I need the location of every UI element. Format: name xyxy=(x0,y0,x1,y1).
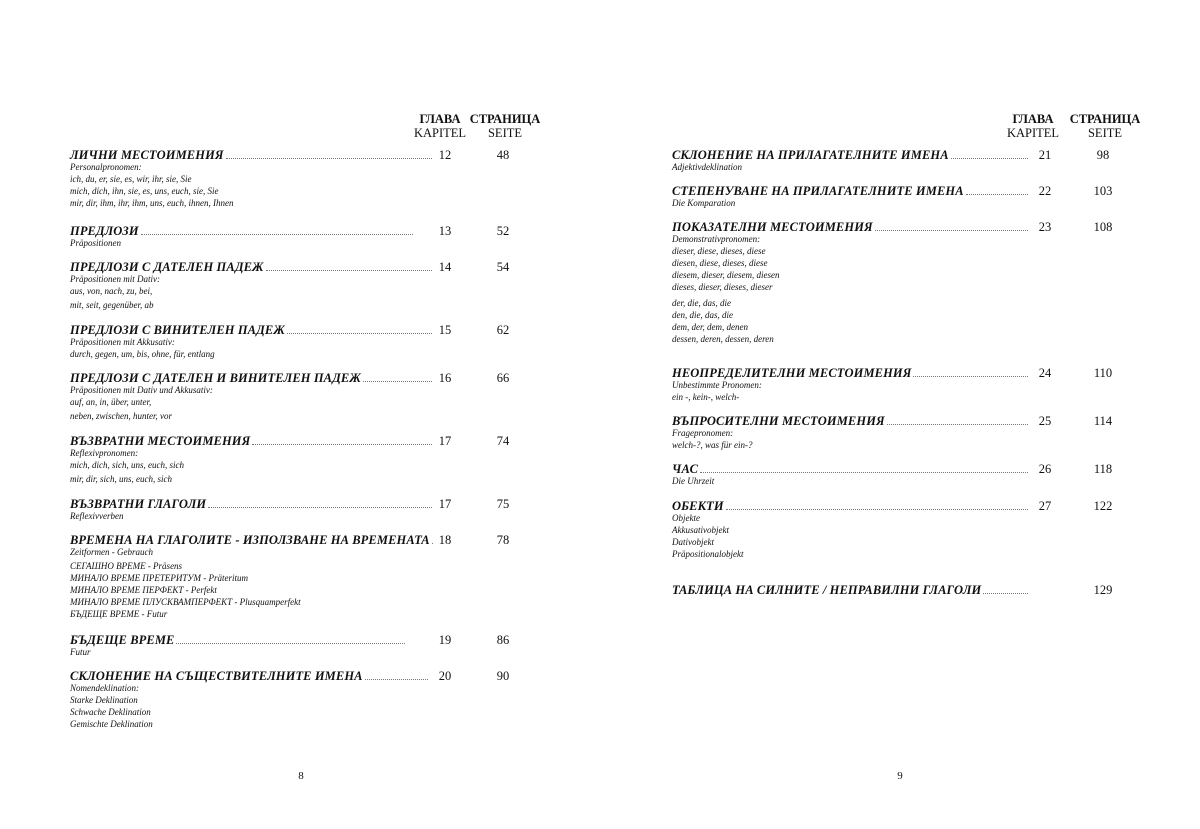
toc-entry-subtitle xyxy=(70,682,153,730)
toc-entry-title-row xyxy=(70,434,432,448)
toc-entry-subtitle-line: Präpositionalobjekt xyxy=(672,549,744,559)
toc-entry-subtitle xyxy=(672,379,762,403)
toc-entry-title: СКЛОНЕНИЕ НА СЪЩЕСТВИТЕЛНИТЕ ИМЕНА xyxy=(70,669,363,683)
toc-entry-page: 114 xyxy=(1093,414,1113,428)
toc-entry-subtitle-line: ich, du, er, sie, es, wir, ihr, sie, Sie xyxy=(70,174,192,184)
toc-entry-page: 62 xyxy=(496,323,510,337)
toc-entry-subtitle-line: Starke Deklination xyxy=(70,695,138,705)
dot-leader xyxy=(887,414,1028,425)
toc-entry-page: 122 xyxy=(1093,499,1113,513)
toc-entry-title-row xyxy=(70,497,432,511)
toc-entry-title-row xyxy=(672,499,1028,513)
toc-entry-chapter: 23 xyxy=(1038,220,1052,234)
toc-entry-subtitle-line: Nomendeklination: xyxy=(70,683,139,693)
toc-entry-title: ТАБЛИЦА НА СИЛНИТЕ / НЕПРАВИЛНИ ГЛАГОЛИ xyxy=(672,583,982,597)
toc-entry-title-row xyxy=(70,669,428,683)
toc-entry-title: ВЪЗВРАТНИ МЕСТОИМЕНИЯ xyxy=(70,434,251,448)
toc-entry-subtitle-line: Präpositionen xyxy=(70,238,121,248)
toc-entry-subtitle-line: mit, seit, gegenüber, ab xyxy=(70,300,154,310)
toc-entry-title-row xyxy=(70,533,432,547)
toc-entry-subtitle-line: Zeitformen - Gebrauch xyxy=(70,547,153,557)
page-column-header xyxy=(460,112,550,140)
toc-entry-subtitle-line: Reflexivverben xyxy=(70,511,124,521)
toc-entry-subtitle xyxy=(672,233,779,345)
toc-entry-chapter: 19 xyxy=(438,633,452,647)
toc-entry-subtitle xyxy=(70,273,160,311)
toc-entry-title-row xyxy=(672,184,1028,198)
toc-entry-chapter: 21 xyxy=(1038,148,1052,162)
toc-entry-subtitle xyxy=(672,427,753,451)
dot-leader xyxy=(700,462,1028,473)
toc-entry-title-row xyxy=(672,414,1028,428)
toc-entry-chapter: 12 xyxy=(438,148,452,162)
toc-entry-title: ВЪЗВРАТНИ ГЛАГОЛИ xyxy=(70,497,207,511)
toc-entry-chapter: 24 xyxy=(1038,366,1052,380)
toc-entry-subtitle-line: dessen, deren, dessen, deren xyxy=(672,334,774,344)
toc-entry-page: 108 xyxy=(1093,220,1113,234)
toc-entry-subtitle-line: Unbestimmte Pronomen: xyxy=(672,380,762,390)
toc-entry-subtitle-line: Präpositionen mit Dativ: xyxy=(70,274,160,284)
toc-entry-subtitle xyxy=(70,646,91,658)
toc-entry-subtitle-line: Dativobjekt xyxy=(672,537,714,547)
page-header-de: SEITE xyxy=(487,126,523,140)
dot-leader xyxy=(875,220,1028,231)
toc-entry-page: 103 xyxy=(1093,184,1113,198)
toc-entry-page: 66 xyxy=(496,371,510,385)
page-number: 9 xyxy=(897,770,903,782)
dot-leader xyxy=(913,366,1028,377)
toc-entry-subtitle-line: Objekte xyxy=(672,513,700,523)
toc-entry-subtitle-line: mir, dir, sich, uns, euch, sich xyxy=(70,474,172,484)
toc-entry-subtitle-line: Fragepronomen: xyxy=(672,428,734,438)
dot-leader xyxy=(266,260,432,271)
toc-entry-title-row xyxy=(672,583,1028,597)
toc-entry-subtitle-line: dem, der, dem, denen xyxy=(672,322,748,332)
toc-entry-page: 78 xyxy=(496,533,510,547)
toc-entry-chapter: 16 xyxy=(438,371,452,385)
toc-entry-title-row xyxy=(70,148,432,162)
toc-entry-subtitle-line: Schwache Deklination xyxy=(70,707,151,717)
toc-entry-subtitle-line: БЪДЕЩЕ ВРЕМЕ - Futur xyxy=(70,609,168,619)
toc-entry-title-row xyxy=(70,633,405,647)
toc-entry-title-row xyxy=(70,224,413,238)
toc-entry-subtitle-line: mich, dich, sich, uns, euch, sich xyxy=(70,460,184,470)
toc-entry-subtitle xyxy=(70,447,184,485)
dot-leader xyxy=(966,184,1028,195)
page-column-header xyxy=(1060,112,1150,140)
dot-leader xyxy=(141,224,413,235)
right-page xyxy=(600,0,1200,829)
toc-entry-title: ПРЕДЛОЗИ С ДАТЕЛЕН ПАДЕЖ xyxy=(70,260,264,274)
toc-entry-title: ПРЕДЛОЗИ С ВИНИТЕЛЕН ПАДЕЖ xyxy=(70,323,285,337)
toc-entry-subtitle-line: Akkusativobjekt xyxy=(672,525,729,535)
toc-entry-subtitle-line: auf, an, in, über, unter, xyxy=(70,397,152,407)
toc-entry-title: ЧАС xyxy=(672,462,699,476)
toc-entry-chapter: 22 xyxy=(1038,184,1052,198)
toc-entry-title: СКЛОНЕНИЕ НА ПРИЛАГАТЕЛНИТЕ ИМЕНА xyxy=(672,148,949,162)
toc-entry-chapter: 17 xyxy=(438,434,452,448)
toc-entry-subtitle-line: Gemischte Deklination xyxy=(70,719,153,729)
toc-entry-subtitle-line: durch, gegen, um, bis, ohne, für, entlang xyxy=(70,349,215,359)
toc-entry-chapter: 26 xyxy=(1038,462,1052,476)
toc-entry-subtitle xyxy=(70,161,234,209)
toc-entry-title-row xyxy=(672,220,1028,234)
toc-entry-subtitle-line: Die Uhrzeit xyxy=(672,476,715,486)
toc-entry-subtitle-line: diesem, dieser, diesem, diesen xyxy=(672,270,780,280)
toc-entry-subtitle xyxy=(70,546,301,620)
toc-entry-title: ПОКАЗАТЕЛНИ МЕСТОИМЕНИЯ xyxy=(672,220,873,234)
toc-entry-title-row xyxy=(70,371,432,385)
page-number: 8 xyxy=(298,770,304,782)
toc-entry-subtitle-line: ein -, kein-, welch- xyxy=(672,392,740,402)
toc-entry-page: 110 xyxy=(1093,366,1113,380)
toc-entry-subtitle-line: Futur xyxy=(70,647,91,657)
toc-entry-subtitle-line: neben, zwischen, hunter, vor xyxy=(70,411,172,421)
toc-entry-subtitle-line: dieser, diese, dieses, diese xyxy=(672,246,766,256)
toc-entry-title: ПРЕДЛОЗИ xyxy=(70,224,139,238)
toc-entry-title-row xyxy=(672,462,1028,476)
toc-entry-subtitle-line: aus, von, nach, zu, bei, xyxy=(70,286,153,296)
toc-entry-page: 118 xyxy=(1093,462,1113,476)
toc-entry-subtitle-line: mir, dir, ihm, ihr, ihm, uns, euch, ihnen, Ihnen xyxy=(70,198,234,208)
page-header-ru: СТРАНИЦА xyxy=(1069,112,1141,126)
dot-leader xyxy=(951,148,1028,159)
toc-entry-title: ОБЕКТИ xyxy=(672,499,724,513)
toc-entry-title-row xyxy=(70,323,432,337)
toc-entry-chapter: 14 xyxy=(438,260,452,274)
toc-entry-subtitle-line: welch-?, was für ein-? xyxy=(672,440,753,450)
toc-entry-subtitle-line: Demonstrativpronomen: xyxy=(672,234,761,244)
toc-entry-chapter: 18 xyxy=(438,533,452,547)
toc-entry-page: 48 xyxy=(496,148,510,162)
toc-entry-subtitle xyxy=(672,512,744,560)
toc-entry-chapter: 20 xyxy=(438,669,452,683)
chapter-header-de: KAPITEL xyxy=(413,126,467,140)
toc-entry-title: СТЕПЕНУВАНЕ НА ПРИЛАГАТЕЛНИТЕ ИМЕНА xyxy=(672,184,964,198)
toc-entry-subtitle-line: Die Komparation xyxy=(672,198,736,208)
dot-leader xyxy=(252,434,432,445)
toc-entry-subtitle xyxy=(672,197,735,209)
toc-entry-title-row xyxy=(672,148,1028,162)
toc-entry-subtitle xyxy=(70,336,215,360)
toc-entry-subtitle-line: Personalpronomen: xyxy=(70,162,142,172)
toc-entry-subtitle xyxy=(70,510,123,522)
toc-entry-title: ПРЕДЛОЗИ С ДАТЕЛЕН И ВИНИТЕЛЕН ПАДЕЖ xyxy=(70,371,361,385)
toc-entry-title: БЪДЕЩЕ ВРЕМЕ xyxy=(70,633,175,647)
page-header-ru: СТРАНИЦА xyxy=(469,112,541,126)
toc-entry-subtitle-line: Reflexivpronomen: xyxy=(70,448,139,458)
toc-entry-chapter: 17 xyxy=(438,497,452,511)
toc-entry-subtitle-line: Adjektivdeklination xyxy=(672,162,742,172)
toc-entry-title: ВЪПРОСИТЕЛНИ МЕСТОИМЕНИЯ xyxy=(672,414,885,428)
toc-entry-subtitle-line: МИНАЛО ВРЕМЕ ПРЕТЕРИТУМ - Präteritum xyxy=(70,573,248,583)
toc-entry-page: 54 xyxy=(496,260,510,274)
toc-entry-subtitle-line: МИНАЛО ВРЕМЕ ПЛУСКВАМПЕРФЕКТ - Plusquamperfekt xyxy=(70,597,301,607)
dot-leader xyxy=(176,633,405,644)
dot-leader xyxy=(208,497,432,508)
dot-leader xyxy=(365,669,428,680)
toc-entry-title: ЛИЧНИ МЕСТОИМЕНИЯ xyxy=(70,148,224,162)
toc-entry-page: 75 xyxy=(496,497,510,511)
toc-entry-subtitle-line: den, die, das, die xyxy=(672,310,733,320)
toc-entry-chapter: 13 xyxy=(438,224,452,238)
toc-entry-subtitle xyxy=(70,237,121,249)
toc-entry-title: ВРЕМЕНА НА ГЛАГОЛИТЕ - ИЗПОЛЗВАНЕ НА ВРЕМЕНАТА xyxy=(70,533,430,547)
toc-entry-chapter: 27 xyxy=(1038,499,1052,513)
toc-entry-title-row xyxy=(70,260,432,274)
page-header-de: SEITE xyxy=(1087,126,1123,140)
toc-entry-page: 90 xyxy=(496,669,510,683)
toc-entry-subtitle-line: Präpositionen mit Dativ und Akkusativ: xyxy=(70,385,213,395)
toc-entry-subtitle-line: diesen, diese, dieses, diese xyxy=(672,258,768,268)
toc-entry-subtitle-line: Präpositionen mit Akkusativ: xyxy=(70,337,175,347)
toc-entry-subtitle xyxy=(672,475,714,487)
toc-entry-page: 86 xyxy=(496,633,510,647)
chapter-header-ru: ГЛАВА xyxy=(419,112,461,126)
toc-entry-subtitle xyxy=(672,161,742,173)
dot-leader xyxy=(287,323,432,334)
dot-leader xyxy=(226,148,432,159)
toc-entry-page: 74 xyxy=(496,434,510,448)
toc-entry-subtitle-line: der, die, das, die xyxy=(672,298,731,308)
dot-leader xyxy=(983,583,1028,594)
toc-entry-page: 52 xyxy=(496,224,510,238)
toc-entry-chapter: 25 xyxy=(1038,414,1052,428)
chapter-header-de: KAPITEL xyxy=(1006,126,1060,140)
dot-leader xyxy=(363,371,432,382)
toc-entry-subtitle-line: mich, dich, ihn, sie, es, uns, euch, sie, Sie xyxy=(70,186,219,196)
toc-entry-subtitle xyxy=(70,384,213,422)
toc-entry-page: 129 xyxy=(1093,583,1113,597)
toc-entry-chapter: 15 xyxy=(438,323,452,337)
toc-entry-subtitle-line: МИНАЛО ВРЕМЕ ПЕРФЕКТ - Perfekt xyxy=(70,585,217,595)
toc-entry-title: НЕОПРЕДЕЛИТЕЛНИ МЕСТОИМЕНИЯ xyxy=(672,366,912,380)
toc-entry-page: 98 xyxy=(1096,148,1110,162)
dot-leader xyxy=(726,499,1028,510)
toc-entry-subtitle-line: dieses, dieser, dieses, dieser xyxy=(672,282,773,292)
chapter-header-ru: ГЛАВА xyxy=(1012,112,1054,126)
toc-entry-title-row xyxy=(672,366,1028,380)
toc-entry-subtitle-line: СЕГАШНО ВРЕМЕ - Präsens xyxy=(70,561,183,571)
